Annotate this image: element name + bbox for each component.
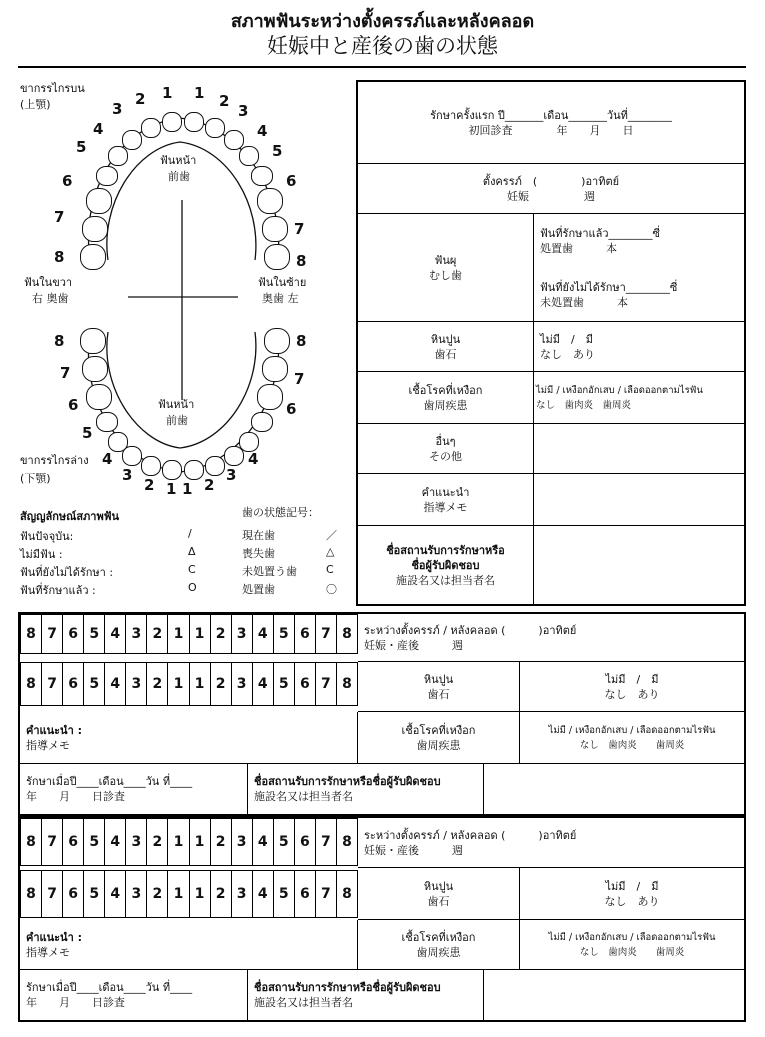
tooth-lower-right-5[interactable] bbox=[96, 412, 118, 432]
tooth-number-cell[interactable]: 7 bbox=[316, 663, 337, 706]
legend-missing-jp: 喪失歯 bbox=[242, 547, 275, 560]
tooth-number-row-lower-2[interactable] bbox=[20, 870, 358, 918]
legend-current-th-sym: / bbox=[188, 527, 192, 540]
lower-num-l4: 4 bbox=[248, 450, 259, 468]
tooth-upper-left-6[interactable] bbox=[257, 188, 283, 214]
caries-label-cell bbox=[358, 214, 534, 322]
tooth-number-cell[interactable]: 2 bbox=[147, 663, 168, 706]
tooth-number-cell[interactable]: 8 bbox=[21, 871, 42, 918]
period-cell-2[interactable]: ระหว่างตั้งครรภ์ / หลังคลอด ( )อาทิตย์ 妊娠・産後 週 bbox=[358, 818, 744, 868]
tooth-number-cell[interactable]: 6 bbox=[295, 819, 316, 866]
tooth-number-cell[interactable]: 7 bbox=[42, 819, 63, 866]
calculus-options-cell[interactable] bbox=[534, 322, 744, 372]
tooth-number-cell[interactable]: 5 bbox=[84, 615, 105, 654]
lower-num-r6: 6 bbox=[68, 396, 79, 414]
treated-teeth-cell bbox=[534, 214, 744, 268]
tooth-number-cell[interactable]: 1 bbox=[190, 663, 211, 706]
lower-num-l3: 3 bbox=[226, 466, 237, 484]
lower-jaw-label-th: ขากรรไกรล่าง bbox=[20, 454, 89, 467]
legend-current-jp: 現在歯 bbox=[242, 529, 275, 542]
period-cell-1[interactable] bbox=[358, 614, 744, 662]
tooth-lower-left-7[interactable] bbox=[262, 356, 288, 382]
lower-num-l7: 7 bbox=[294, 370, 305, 388]
tooth-number-cell[interactable]: 4 bbox=[105, 819, 126, 866]
front-upper-jp: 前歯 bbox=[168, 170, 190, 183]
perio-label-cell bbox=[358, 372, 534, 424]
legend-current-jp-sym: ／ bbox=[326, 529, 337, 542]
tooth-number-row-lower-1[interactable] bbox=[20, 662, 358, 706]
tooth-number-cell[interactable]: 1 bbox=[190, 615, 211, 654]
legend-untreated-jp-sym: C bbox=[326, 563, 334, 576]
caries-th: ฟันผุ bbox=[434, 253, 457, 267]
tooth-upper-left-8[interactable] bbox=[264, 244, 290, 270]
tooth-number-cell[interactable]: 1 bbox=[190, 819, 211, 866]
other-label-cell bbox=[358, 424, 534, 474]
legend-treated-jp-sym: 〇 bbox=[326, 583, 337, 596]
facility-value-2[interactable] bbox=[484, 970, 744, 1020]
tooth-upper-right-3[interactable] bbox=[122, 130, 142, 150]
legend-missing-th: ไม่มีฟัน : bbox=[20, 548, 63, 561]
advice-value-cell[interactable] bbox=[534, 474, 744, 526]
untreated-jp: 未処置歯 本 bbox=[540, 295, 628, 309]
upper-num-r7: 7 bbox=[54, 208, 65, 226]
legend-untreated-th: ฟันที่ยังไม่ได้รักษา : bbox=[20, 566, 114, 579]
upper-num-l4: 4 bbox=[257, 122, 268, 140]
front-lower-jp: 前歯 bbox=[166, 414, 188, 427]
tooth-number-cell[interactable]: 8 bbox=[21, 615, 42, 654]
upper-num-r3: 3 bbox=[112, 100, 123, 118]
front-upper-th: ฟันหน้า bbox=[160, 154, 197, 167]
tooth-upper-right-5[interactable] bbox=[96, 166, 118, 186]
tooth-number-cell[interactable]: 7 bbox=[42, 871, 63, 918]
back-left-th: ฟันในซ้าย bbox=[258, 276, 307, 289]
legend-title-jp: 歯の状態記号： bbox=[242, 506, 319, 519]
tooth-number-cell[interactable]: 7 bbox=[42, 663, 63, 706]
upper-num-l5: 5 bbox=[272, 142, 283, 160]
upper-jaw-label-th: ขากรรไกรบน bbox=[20, 82, 85, 95]
tooth-upper-right-1[interactable] bbox=[162, 112, 182, 132]
calculus-options-1[interactable]: ไม่มี / มี なし あり bbox=[520, 662, 744, 712]
upper-num-l3: 3 bbox=[238, 102, 249, 120]
tooth-number-cell[interactable]: 2 bbox=[211, 819, 232, 866]
advice-jp: 指導メモ bbox=[423, 500, 468, 514]
back-right-th: ฟันในขวา bbox=[24, 276, 73, 289]
tooth-number-cell[interactable]: 6 bbox=[63, 615, 84, 654]
tooth-upper-left-2[interactable] bbox=[205, 118, 225, 138]
lower-num-l1: 1 bbox=[182, 480, 193, 498]
tooth-number-cell[interactable]: 1 bbox=[190, 871, 211, 918]
other-value-cell[interactable] bbox=[534, 424, 744, 474]
legend-untreated-jp: 未処置う歯 bbox=[242, 565, 297, 578]
tooth-number-cell[interactable]: 2 bbox=[211, 615, 232, 654]
untreated-th: ฟันที่ยังไม่ได้รักษา________ซี่ bbox=[540, 280, 678, 294]
tooth-lower-left-1[interactable] bbox=[184, 460, 204, 480]
calculus-opt-jp: なし あり bbox=[540, 347, 595, 361]
advice-cell-1[interactable]: คำแนะนำ : 指導メモ bbox=[20, 712, 358, 764]
facility-cell-2[interactable]: ชื่อสถานรับการรักษาหรือชื่อผู้รับผิดชอบ 施設名又は担当者名 bbox=[248, 970, 484, 1020]
tooth-number-cell[interactable]: 2 bbox=[211, 663, 232, 706]
perio-label-1: เชื้อโรคที่เหงือก 歯周疾患 bbox=[358, 712, 520, 764]
legend-treated-th-sym: O bbox=[188, 581, 197, 594]
tooth-number-cell[interactable]: 3 bbox=[232, 615, 253, 654]
lower-num-r4: 4 bbox=[102, 450, 113, 468]
tooth-number-cell[interactable]: 5 bbox=[84, 871, 105, 918]
pregnancy-jp: 妊娠 週 bbox=[507, 189, 595, 203]
calculus-label-cell bbox=[358, 322, 534, 372]
facility-cell-1[interactable]: ชื่อสถานรับการรักษาหรือชื่อผู้รับผิดชอบ 施設名又は担当者名 bbox=[248, 764, 484, 814]
tooth-number-cell[interactable]: 3 bbox=[126, 819, 147, 866]
perio-options-1[interactable]: ไม่มี / เหงือกอักเสบ / เลือดออกตามไรฟัน なし 歯肉炎 歯周炎 bbox=[520, 712, 744, 764]
tooth-lower-right-3[interactable] bbox=[122, 446, 142, 466]
tooth-number-cell[interactable]: 5 bbox=[274, 819, 295, 866]
tooth-number-cell[interactable]: 5 bbox=[274, 871, 295, 918]
upper-num-r2: 2 bbox=[135, 90, 146, 108]
tooth-number-cell[interactable]: 6 bbox=[63, 663, 84, 706]
tooth-number-cell[interactable]: 5 bbox=[84, 819, 105, 866]
tooth-lower-right-1[interactable] bbox=[162, 460, 182, 480]
first-visit-th: รักษาครั้งแรก ปี_______เดือน_______วันที่________ bbox=[430, 108, 672, 122]
tooth-number-cell[interactable]: 4 bbox=[253, 663, 274, 706]
tooth-upper-right-8[interactable] bbox=[80, 244, 106, 270]
tooth-upper-left-7[interactable] bbox=[262, 216, 288, 242]
tooth-lower-left-8[interactable] bbox=[264, 328, 290, 354]
title-thai: สภาพฟันระหว่างตั้งครรภ์และหลังคลอด bbox=[230, 11, 535, 32]
date-cell-2[interactable]: รักษาเมื่อปี____เดือน____วัน ที่____ 年 月 日診査 bbox=[20, 970, 248, 1020]
upper-num-r1: 1 bbox=[162, 84, 173, 102]
tooth-number-cell[interactable]: 5 bbox=[274, 615, 295, 654]
tooth-number-cell[interactable]: 2 bbox=[147, 871, 168, 918]
calculus-th: หินปูน bbox=[430, 332, 461, 346]
facility-jp: 施設名又は担当者名 bbox=[396, 573, 495, 587]
lower-num-r7: 7 bbox=[60, 364, 71, 382]
lower-num-r8: 8 bbox=[54, 332, 65, 350]
perio-jp: 歯周疾患 bbox=[423, 398, 468, 412]
tooth-number-cell[interactable]: 4 bbox=[253, 615, 274, 654]
tooth-upper-left-3[interactable] bbox=[224, 130, 244, 150]
tooth-number-cell[interactable]: 1 bbox=[168, 871, 189, 918]
upper-num-l7: 7 bbox=[294, 220, 305, 238]
facility-value-cell[interactable] bbox=[534, 526, 744, 604]
perio-th: เชื้อโรคที่เหงือก bbox=[408, 383, 483, 397]
lower-num-r5: 5 bbox=[82, 424, 93, 442]
legend-missing-jp-sym: △ bbox=[326, 545, 335, 558]
facility-th-1: ชื่อสถานรับการรักษาหรือ bbox=[386, 543, 505, 557]
lower-num-r1: 1 bbox=[166, 480, 177, 498]
tooth-number-cell[interactable]: 7 bbox=[316, 871, 337, 918]
perio-opt-jp: なし 歯肉炎 歯周炎 bbox=[536, 399, 632, 411]
tooth-number-cell[interactable]: 6 bbox=[63, 819, 84, 866]
calculus-label-2: หินปูน 歯石 bbox=[358, 868, 520, 920]
tooth-number-cell[interactable]: 6 bbox=[295, 615, 316, 654]
legend-current-th: ฟันปัจจุบัน: bbox=[20, 530, 74, 543]
lower-num-l8: 8 bbox=[296, 332, 307, 350]
tooth-number-cell[interactable]: 8 bbox=[21, 663, 42, 706]
tooth-number-row-upper-2[interactable] bbox=[20, 818, 358, 866]
tooth-number-cell[interactable]: 3 bbox=[232, 663, 253, 706]
pregnancy-th: ตั้งครรภ์ ( )อาทิตย์ bbox=[482, 174, 620, 188]
legend-treated-th: ฟันที่รักษาแล้ว : bbox=[20, 584, 96, 597]
caries-jp: むし歯 bbox=[429, 268, 462, 282]
tooth-number-cell[interactable]: 2 bbox=[147, 615, 168, 654]
tooth-number-row-upper-1[interactable] bbox=[20, 614, 358, 654]
tooth-number-cell[interactable]: 8 bbox=[337, 615, 358, 654]
lower-num-r2: 2 bbox=[144, 476, 155, 494]
advice-label-cell bbox=[358, 474, 534, 526]
tooth-number-cell[interactable]: 4 bbox=[253, 871, 274, 918]
tooth-number-cell[interactable]: 6 bbox=[295, 871, 316, 918]
tooth-lower-right-8[interactable] bbox=[80, 328, 106, 354]
calculus-jp: 歯石 bbox=[434, 347, 457, 361]
tooth-upper-right-7[interactable] bbox=[82, 216, 108, 242]
upper-num-l8: 8 bbox=[296, 252, 307, 270]
advice-th: คำแนะนำ bbox=[421, 485, 470, 499]
tooth-number-cell[interactable]: 8 bbox=[337, 819, 358, 866]
tooth-number-cell[interactable]: 4 bbox=[105, 615, 126, 654]
tooth-number-cell[interactable]: 3 bbox=[232, 819, 253, 866]
tooth-number-cell[interactable]: 2 bbox=[211, 871, 232, 918]
tooth-number-cell[interactable]: 6 bbox=[63, 871, 84, 918]
upper-jaw-label-jp: (上顎) bbox=[20, 98, 51, 111]
advice-cell-2[interactable]: คำแนะนำ : 指導メモ bbox=[20, 920, 358, 970]
calculus-label-1: หินปูน 歯石 bbox=[358, 662, 520, 712]
facility-th-2: ชื่อผู้รับผิดชอบ bbox=[411, 558, 480, 572]
upper-num-r6: 6 bbox=[62, 172, 73, 190]
upper-num-r5: 5 bbox=[76, 138, 87, 156]
back-left-jp: 奥歯 左 bbox=[262, 292, 299, 305]
perio-label-2: เชื้อโรคที่เหงือก 歯周疾患 bbox=[358, 920, 520, 970]
tooth-number-cell[interactable]: 3 bbox=[126, 663, 147, 706]
tooth-upper-right-2[interactable] bbox=[141, 118, 161, 138]
followup-section-2 bbox=[18, 816, 746, 1022]
lower-num-l2: 2 bbox=[204, 476, 215, 494]
tooth-lower-left-5[interactable] bbox=[251, 412, 273, 432]
perio-opt-th: ไม่มี / เหงือกอักเสบ / เลือดออกตามไรฟัน bbox=[536, 384, 703, 396]
tooth-number-cell[interactable]: 4 bbox=[105, 871, 126, 918]
tooth-number-cell[interactable]: 8 bbox=[337, 663, 358, 706]
tooth-lower-left-6[interactable] bbox=[257, 384, 283, 410]
legend-untreated-th-sym: C bbox=[188, 563, 196, 576]
tooth-number-cell[interactable]: 3 bbox=[232, 871, 253, 918]
upper-num-r8: 8 bbox=[54, 248, 65, 266]
upper-num-l2: 2 bbox=[219, 92, 230, 110]
exam-table bbox=[356, 80, 746, 606]
upper-num-l6: 6 bbox=[286, 172, 297, 190]
other-jp: その他 bbox=[429, 449, 462, 463]
upper-num-l1: 1 bbox=[194, 84, 205, 102]
facility-value-1[interactable] bbox=[484, 764, 744, 814]
tooth-lower-right-2[interactable] bbox=[141, 456, 161, 476]
tooth-number-cell[interactable]: 3 bbox=[126, 615, 147, 654]
title-japanese: 妊娠中と産後の歯の状態 bbox=[267, 34, 498, 58]
tooth-number-cell[interactable]: 2 bbox=[147, 819, 168, 866]
tooth-number-cell[interactable]: 5 bbox=[84, 663, 105, 706]
upper-num-r4: 4 bbox=[93, 120, 104, 138]
calculus-opt-th: ไม่มี / มี bbox=[540, 332, 593, 346]
tooth-number-cell[interactable]: 8 bbox=[337, 871, 358, 918]
other-th: อื่นๆ bbox=[435, 434, 456, 448]
tooth-number-cell[interactable]: 1 bbox=[168, 819, 189, 866]
lower-jaw-label-jp: (下顎) bbox=[20, 472, 51, 485]
period-jp-1: 妊娠・産後 週 bbox=[364, 638, 463, 652]
tooth-lower-right-7[interactable] bbox=[82, 356, 108, 382]
treated-jp: 処置歯 本 bbox=[540, 242, 617, 255]
calculus-options-2[interactable]: ไม่มี / มี なし あり bbox=[520, 868, 744, 920]
first-visit-jp: 初回診査 年 月 日 bbox=[468, 123, 634, 137]
tooth-upper-left-5[interactable] bbox=[251, 166, 273, 186]
tooth-lower-left-3[interactable] bbox=[224, 446, 244, 466]
lower-num-l6: 6 bbox=[286, 400, 297, 418]
legend-missing-th-sym: Δ bbox=[188, 545, 196, 558]
tooth-number-cell[interactable]: 3 bbox=[126, 871, 147, 918]
tooth-upper-right-6[interactable] bbox=[86, 188, 112, 214]
first-visit-cell bbox=[358, 82, 744, 164]
facility-label-cell bbox=[358, 526, 534, 604]
pregnancy-cell bbox=[358, 164, 744, 214]
tooth-number-cell[interactable]: 4 bbox=[105, 663, 126, 706]
tooth-upper-left-1[interactable] bbox=[184, 112, 204, 132]
tooth-lower-right-6[interactable] bbox=[86, 384, 112, 410]
tooth-number-cell[interactable]: 4 bbox=[253, 819, 274, 866]
front-lower-th: ฟันหน้า bbox=[158, 398, 195, 411]
untreated-teeth-cell bbox=[534, 268, 744, 322]
perio-options-cell[interactable] bbox=[534, 372, 744, 424]
tooth-number-cell[interactable]: 6 bbox=[295, 663, 316, 706]
legend-treated-jp: 処置歯 bbox=[242, 583, 275, 596]
tooth-number-cell[interactable]: 7 bbox=[316, 615, 337, 654]
lower-num-r3: 3 bbox=[122, 466, 133, 484]
followup-section-1 bbox=[18, 612, 746, 816]
tooth-upper-left-4[interactable] bbox=[239, 146, 259, 166]
tooth-number-cell[interactable]: 5 bbox=[274, 663, 295, 706]
back-right-jp: 右 奥歯 bbox=[32, 292, 69, 305]
tooth-number-cell[interactable]: 8 bbox=[21, 819, 42, 866]
tooth-number-cell[interactable]: 1 bbox=[168, 663, 189, 706]
tooth-upper-right-4[interactable] bbox=[108, 146, 128, 166]
tooth-number-cell[interactable]: 7 bbox=[42, 615, 63, 654]
tooth-lower-left-2[interactable] bbox=[205, 456, 225, 476]
period-th-1: ระหว่างตั้งครรภ์ / หลังคลอด ( )อาทิตย์ bbox=[364, 623, 577, 637]
perio-options-2[interactable]: ไม่มี / เหงือกอักเสบ / เลือดออกตามไรฟัน なし 歯肉炎 歯周炎 bbox=[520, 920, 744, 970]
legend-title-th: สัญญลักษณ์สภาพฟัน bbox=[20, 510, 120, 523]
title-rule bbox=[18, 66, 746, 68]
tooth-number-cell[interactable]: 7 bbox=[316, 819, 337, 866]
date-cell-1[interactable]: รักษาเมื่อปี____เดือน____วัน ที่____ 年 月 日診査 bbox=[20, 764, 248, 814]
treated-th: ฟันที่รักษาแล้ว________ซี่ bbox=[540, 227, 661, 240]
tooth-number-cell[interactable]: 1 bbox=[168, 615, 189, 654]
